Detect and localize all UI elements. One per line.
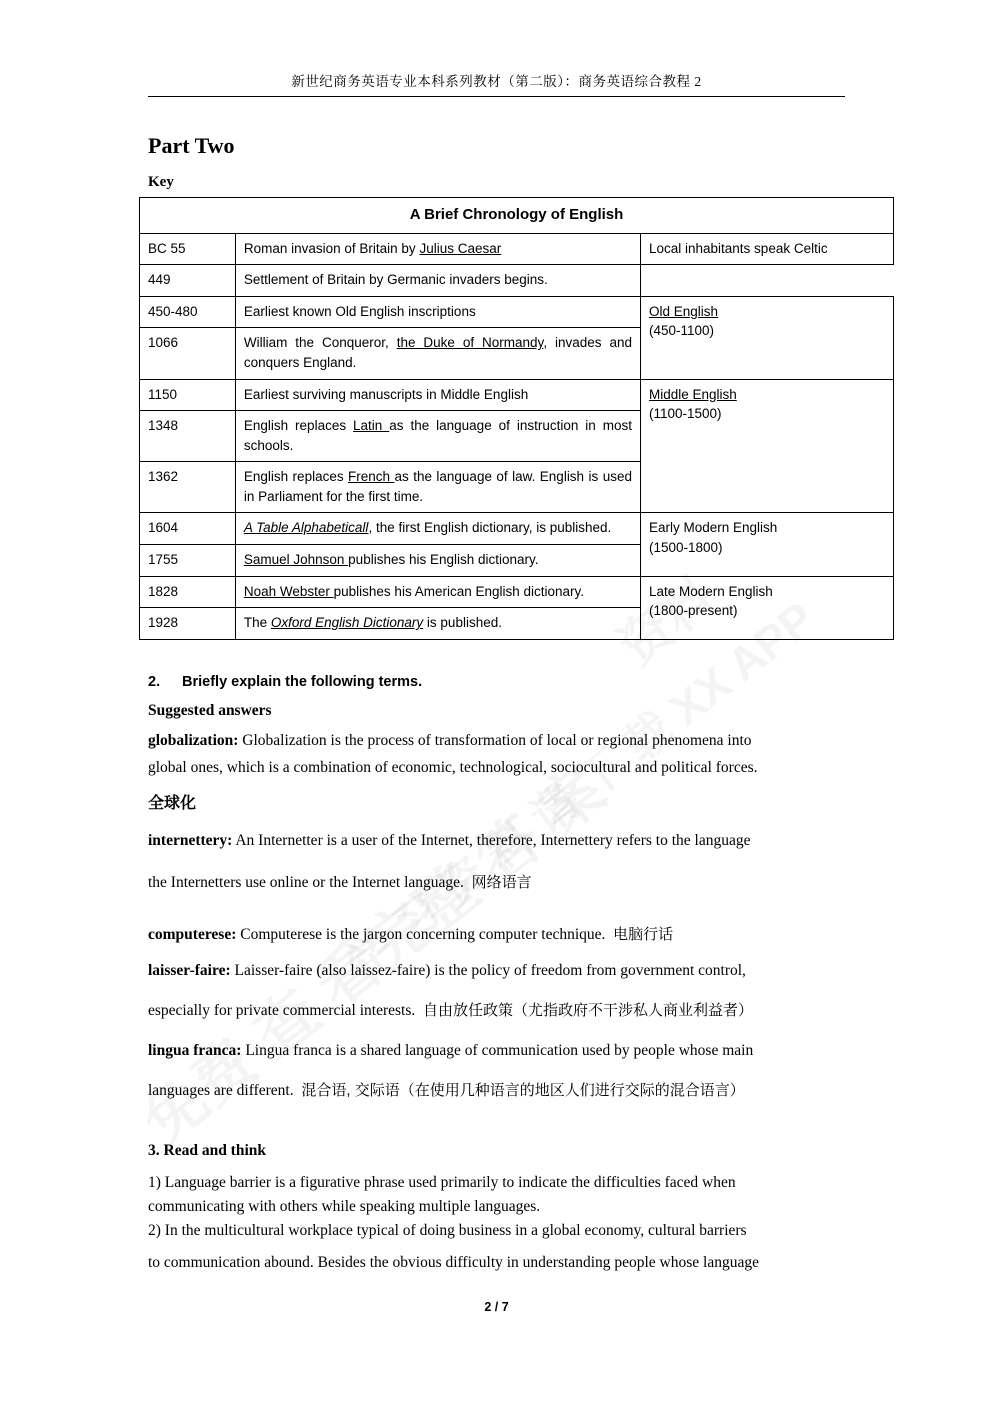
event-italic-title: Oxford English Dictionary bbox=[270, 615, 424, 631]
table-row bbox=[140, 296, 894, 328]
term-label: lingua franca: bbox=[148, 1042, 242, 1059]
question-3-answer-2-line2: to communication abound. Besides the obvious difficulty in understanding people whose language bbox=[148, 1254, 759, 1271]
event-underlined: Latin bbox=[353, 418, 390, 434]
cell-period bbox=[640, 379, 893, 513]
event-underlined: French bbox=[348, 469, 395, 485]
cell-year: 1362 bbox=[140, 462, 236, 513]
cell-event bbox=[235, 328, 640, 379]
term-laisser-faire-chinese: 自由放任政策（尤指政府不干涉私人商业利益者） bbox=[423, 1002, 754, 1019]
term-label: computerese: bbox=[148, 926, 237, 943]
table-row bbox=[140, 513, 894, 545]
term-laisser-faire bbox=[148, 958, 848, 983]
cell-event: Settlement of Britain by Germanic invaders begins. bbox=[235, 265, 640, 297]
period-name: Late Modern English bbox=[648, 583, 773, 599]
term-definition: Laisser-faire (also laissez-faire) is the policy of freedom from government control, bbox=[230, 962, 746, 979]
term-definition-cont: especially for private commercial interests. bbox=[148, 1002, 416, 1019]
question-3-answer-1-line2: communicating with others while speaking multiple languages. bbox=[148, 1198, 541, 1215]
cell-event: Earliest known Old English inscriptions bbox=[235, 296, 640, 328]
period-name: Old English bbox=[648, 303, 719, 319]
term-label: globalization: bbox=[148, 732, 239, 749]
term-globalization bbox=[148, 728, 848, 753]
event-text-post: , invades and conquers England. bbox=[243, 335, 632, 370]
term-lingua-franca-line2 bbox=[148, 1078, 848, 1103]
table-row bbox=[140, 265, 894, 297]
event-text: William the Conqueror, bbox=[243, 335, 397, 351]
term-definition: An Internetter is a user of the Internet, therefore, Internettery refers to the language bbox=[232, 832, 751, 849]
question-2-title: Briefly explain the following terms. bbox=[182, 674, 423, 690]
cell-period bbox=[640, 296, 893, 379]
running-header: 新世纪商务英语专业本科系列教材（第二版）：商务英语综合教程 2 bbox=[148, 70, 845, 97]
table-row bbox=[140, 233, 894, 265]
cell-year: BC 55 bbox=[140, 233, 236, 265]
term-definition-cont: languages are different. bbox=[148, 1082, 294, 1099]
event-text: English replaces bbox=[243, 469, 349, 485]
cell-year: 1150 bbox=[140, 379, 236, 411]
cell-event: Earliest surviving manuscripts in Middle English bbox=[235, 379, 640, 411]
term-definition: Lingua franca is a shared language of communication used by people whose main bbox=[241, 1042, 754, 1059]
cell-year: 449 bbox=[140, 265, 236, 297]
period-years: (1500-1800) bbox=[648, 539, 723, 555]
term-internettery-line2 bbox=[148, 870, 848, 895]
term-label: laisser-faire: bbox=[148, 962, 231, 979]
cell-event bbox=[235, 576, 640, 608]
cell-year: 1828 bbox=[140, 576, 236, 608]
cell-event bbox=[235, 411, 640, 462]
cell-year: 1604 bbox=[140, 513, 236, 545]
term-definition-cont: the Internetters use online or the Internet language. bbox=[148, 874, 464, 891]
event-text: Roman invasion of Britain by bbox=[243, 240, 420, 256]
cell-event bbox=[235, 233, 640, 265]
term-lingua-franca bbox=[148, 1038, 848, 1063]
event-text: English replaces bbox=[243, 418, 354, 434]
cell-event bbox=[235, 544, 640, 576]
table-caption: A Brief Chronology of English bbox=[140, 198, 894, 234]
question-3-answer-1: 1) Language barrier is a figurative phrase used primarily to indicate the difficulties faced when bbox=[148, 1174, 736, 1191]
period-years: (1100-1500) bbox=[648, 406, 722, 422]
chronology-table bbox=[139, 197, 894, 640]
term-computerese-chinese: 电脑行话 bbox=[613, 926, 674, 943]
suggested-answers-label: Suggested answers bbox=[148, 702, 272, 719]
period-years: (1800-present) bbox=[648, 603, 738, 619]
key-label: Key bbox=[148, 174, 174, 190]
event-text: The bbox=[243, 615, 271, 631]
question-2-number: 2. bbox=[148, 674, 161, 690]
page-number: 2 / 7 bbox=[484, 1300, 509, 1314]
question-3-heading: 3. Read and think bbox=[148, 1142, 267, 1159]
cell-year: 1755 bbox=[140, 544, 236, 576]
question-3-answer-2: 2) In the multicultural workplace typical of doing business in a global economy, cultural barriers bbox=[148, 1222, 747, 1239]
term-internettery bbox=[148, 828, 848, 853]
term-laisser-faire-line2 bbox=[148, 998, 848, 1023]
cell-event bbox=[235, 608, 640, 640]
cell-year: 1928 bbox=[140, 608, 236, 640]
term-lingua-franca-chinese: 混合语, 交际语（在使用几种语言的地区人们进行交际的混合语言） bbox=[301, 1082, 745, 1099]
event-text-post: as the language of instruction in most schools. bbox=[243, 418, 632, 453]
event-underlined: the Duke of Normandy bbox=[396, 335, 544, 351]
question-2-heading bbox=[148, 674, 422, 690]
event-text-post: publishes his American English dictionary. bbox=[333, 583, 585, 599]
term-computerese bbox=[148, 922, 848, 947]
cell-event bbox=[235, 462, 640, 513]
cell-event bbox=[235, 513, 640, 545]
term-globalization-chinese: 全球化 bbox=[148, 795, 197, 812]
page-title: Part Two bbox=[148, 133, 235, 158]
event-text-post: is published. bbox=[423, 615, 502, 631]
term-internettery-chinese: 网络语言 bbox=[471, 874, 532, 891]
term-definition: Globalization is the process of transformation of local or regional phenomena into bbox=[238, 732, 752, 749]
event-underlined: Noah Webster bbox=[243, 583, 334, 599]
event-text-post: publishes his English dictionary. bbox=[348, 551, 539, 567]
event-italic-title: A Table Alphabeticall bbox=[243, 520, 369, 536]
cell-year: 1348 bbox=[140, 411, 236, 462]
cell-period: Local inhabitants speak Celtic bbox=[640, 233, 893, 265]
term-globalization-line2: global ones, which is a combination of economic, technological, sociocultural and political forces. bbox=[148, 759, 758, 776]
cell-year: 450-480 bbox=[140, 296, 236, 328]
cell-year: 1066 bbox=[140, 328, 236, 379]
period-name: Middle English bbox=[648, 386, 737, 402]
cell-period bbox=[640, 513, 893, 576]
event-text-post: , the first English dictionary, is published. bbox=[368, 520, 612, 536]
event-underlined: Samuel Johnson bbox=[243, 551, 349, 567]
table-row bbox=[140, 576, 894, 608]
event-underlined: Julius Caesar bbox=[419, 240, 502, 256]
table-row bbox=[140, 379, 894, 411]
table-caption-row bbox=[140, 198, 894, 234]
period-name: Early Modern English bbox=[648, 520, 778, 536]
event-text-post: as the language of law. English is used in Parliament for the first time. bbox=[243, 469, 632, 504]
cell-period bbox=[640, 576, 893, 639]
term-label: internettery: bbox=[148, 832, 233, 849]
period-years: (450-1100) bbox=[648, 323, 715, 339]
term-definition: Computerese is the jargon concerning computer technique. bbox=[236, 926, 606, 943]
